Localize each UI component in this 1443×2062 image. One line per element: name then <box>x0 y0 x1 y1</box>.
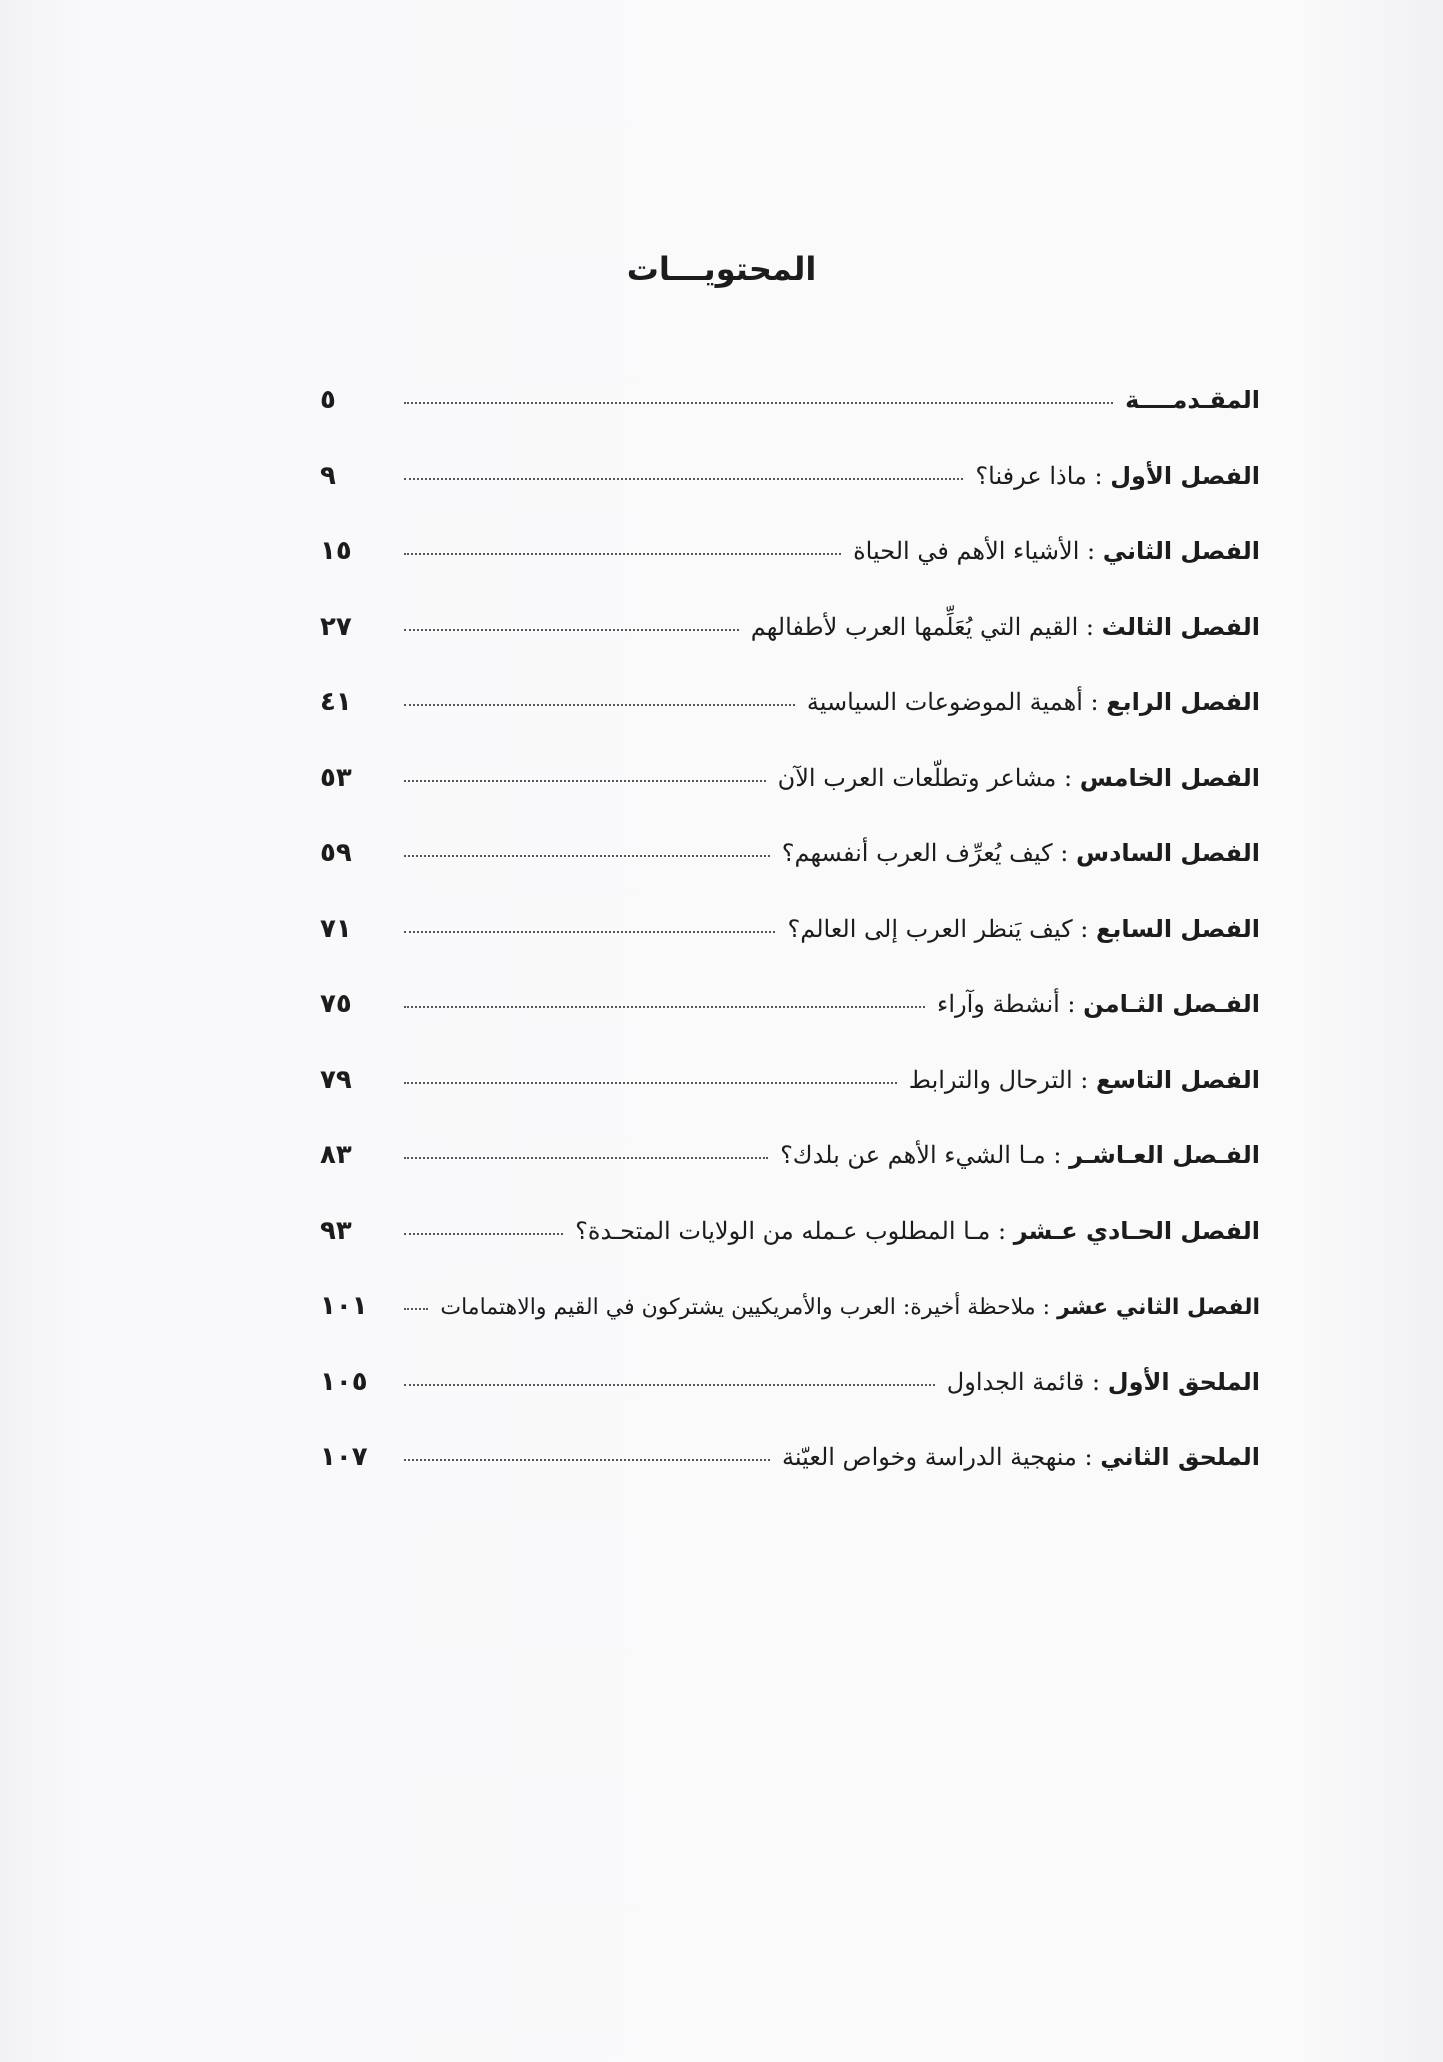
entry-subtitle: الترحال والترابط <box>908 1065 1073 1094</box>
page-number: ٥ <box>320 385 336 415</box>
page-number: ٩ <box>320 460 336 491</box>
entry-text <box>807 688 1260 716</box>
entry-text <box>787 915 1260 943</box>
toc-entry <box>320 385 1260 461</box>
entry-label: الفصل التاسع <box>1096 1065 1260 1094</box>
entry-separator: : <box>1059 990 1084 1018</box>
entry-separator: : <box>1076 1443 1101 1471</box>
dot-leader <box>404 1384 935 1386</box>
entry-subtitle: قائمة الجداول <box>946 1367 1085 1396</box>
page-number: ١٥ <box>320 536 352 566</box>
entry-label: الفصل السادس <box>1075 839 1260 867</box>
entry-separator: : <box>1056 763 1080 792</box>
toc-entry <box>320 914 1260 990</box>
toc-entry <box>320 1065 1260 1141</box>
page-number: ١٠١ <box>320 1291 368 1321</box>
page-number: ١٠٧ <box>320 1442 368 1472</box>
entry-text <box>575 1217 1260 1245</box>
entry-separator: : <box>990 1216 1014 1245</box>
page-number: ٤١ <box>320 687 352 717</box>
entry-label: الفصل الحـادي عـشر <box>1013 1216 1260 1245</box>
toc-entry <box>320 989 1260 1065</box>
entry-separator: : <box>1086 461 1111 490</box>
entry-label: الملحق الثاني <box>1100 1443 1260 1471</box>
toc-entry <box>320 838 1260 914</box>
toc-entry <box>320 1442 1260 1518</box>
entry-subtitle: القيم التي يُعَلِّمها العرب لأطفالهم <box>750 612 1079 641</box>
dot-leader <box>404 1082 897 1084</box>
dot-leader <box>404 1233 563 1235</box>
entry-subtitle: الأشياء الأهم في الحياة <box>853 537 1080 565</box>
dot-leader <box>404 931 775 933</box>
entry-subtitle: مشاعر وتطلّعات العرب الآن <box>777 763 1057 792</box>
toc-entry <box>320 687 1260 763</box>
entry-label: الفـصل الثـامن <box>1083 990 1260 1018</box>
page-number: ٥٣ <box>320 762 352 793</box>
dot-leader <box>404 478 963 480</box>
entry-text <box>853 537 1260 565</box>
page-number: ٧٩ <box>320 1064 352 1095</box>
toc-entry <box>320 536 1260 612</box>
dot-leader <box>404 553 841 555</box>
entry-separator: : <box>1079 537 1103 565</box>
entry-subtitle: منهجية الدراسة وخواص العيّنة <box>782 1443 1077 1471</box>
entry-label: الملحق الأول <box>1107 1367 1260 1396</box>
page-number: ٧٥ <box>320 989 352 1019</box>
entry-subtitle: أنشطة وآراء <box>937 990 1060 1018</box>
dot-leader <box>404 855 770 857</box>
dot-leader <box>404 704 795 706</box>
entry-label: الفـصل العـاشـر <box>1069 1141 1260 1169</box>
entry-separator: : <box>1072 914 1096 943</box>
dot-leader <box>404 1308 428 1310</box>
page-title: المحتويـــات <box>626 250 817 288</box>
entry-subtitle: مـا المطلوب عـمله من الولايات المتحـدة؟ <box>575 1216 991 1245</box>
entry-text <box>937 990 1260 1018</box>
entry-label: الفصل الثاني عشر <box>1057 1295 1260 1320</box>
dot-leader <box>404 1459 770 1461</box>
toc-entry <box>320 1367 1260 1443</box>
dot-leader <box>404 1006 925 1008</box>
entry-separator: : <box>1082 688 1107 716</box>
entry-subtitle: كيف يُعرِّف العرب أنفسهم؟ <box>781 839 1053 867</box>
toc-entry <box>320 1291 1260 1367</box>
entry-text <box>782 1443 1260 1471</box>
page-number: ٧١ <box>320 913 352 944</box>
entry-text <box>909 1066 1260 1094</box>
dot-leader <box>404 1157 768 1159</box>
entry-text <box>780 1141 1260 1169</box>
dot-leader <box>404 780 766 782</box>
page-number: ٨٣ <box>320 1140 352 1170</box>
entry-label: المقـدمــــة <box>1125 386 1260 414</box>
toc-entry <box>320 612 1260 688</box>
entry-label: الفصل الخامس <box>1079 763 1260 792</box>
toc-entry <box>320 1140 1260 1216</box>
entry-separator: : <box>1078 612 1102 641</box>
entry-text <box>947 1368 1260 1396</box>
entry-text <box>782 839 1260 867</box>
entry-subtitle: أهمية الموضوعات السياسية <box>806 688 1083 716</box>
entry-text <box>440 1295 1260 1320</box>
entry-subtitle: كيف يَنظر العرب إلى العالم؟ <box>787 914 1073 943</box>
entry-text <box>751 613 1260 641</box>
toc-entry <box>320 763 1260 839</box>
toc-entry <box>320 1216 1260 1292</box>
page-number: ١٠٥ <box>320 1366 368 1397</box>
entry-label: الفصل الأول <box>1110 461 1260 490</box>
dot-leader <box>404 629 739 631</box>
entry-subtitle: مـا الشيء الأهم عن بلدك؟ <box>780 1141 1046 1169</box>
entry-label: الفصل الرابع <box>1106 688 1260 716</box>
entry-subtitle: ماذا عرفنا؟ <box>975 461 1087 490</box>
entry-label: الفصل الثالث <box>1101 612 1260 641</box>
entry-separator: : <box>1072 1065 1097 1094</box>
entry-label: الفصل السابع <box>1095 914 1260 943</box>
dot-leader <box>404 402 1113 404</box>
table-of-contents <box>320 385 1260 1518</box>
entry-separator: : <box>1045 1141 1070 1169</box>
page-number: ٢٧ <box>320 611 352 642</box>
entry-text <box>975 462 1260 490</box>
entry-separator: : <box>1084 1367 1108 1396</box>
page-number: ٩٣ <box>320 1215 352 1246</box>
entry-separator: : <box>1035 1295 1058 1320</box>
entry-subtitle: ملاحظة أخيرة: العرب والأمريكيين يشتركون في القيم والاهتمامات <box>440 1295 1036 1320</box>
entry-separator: : <box>1052 839 1076 867</box>
page-number: ٥٩ <box>320 838 352 868</box>
toc-entry <box>320 461 1260 537</box>
entry-label: الفصل الثاني <box>1102 537 1260 565</box>
entry-text <box>1125 386 1260 414</box>
entry-text <box>778 764 1260 792</box>
